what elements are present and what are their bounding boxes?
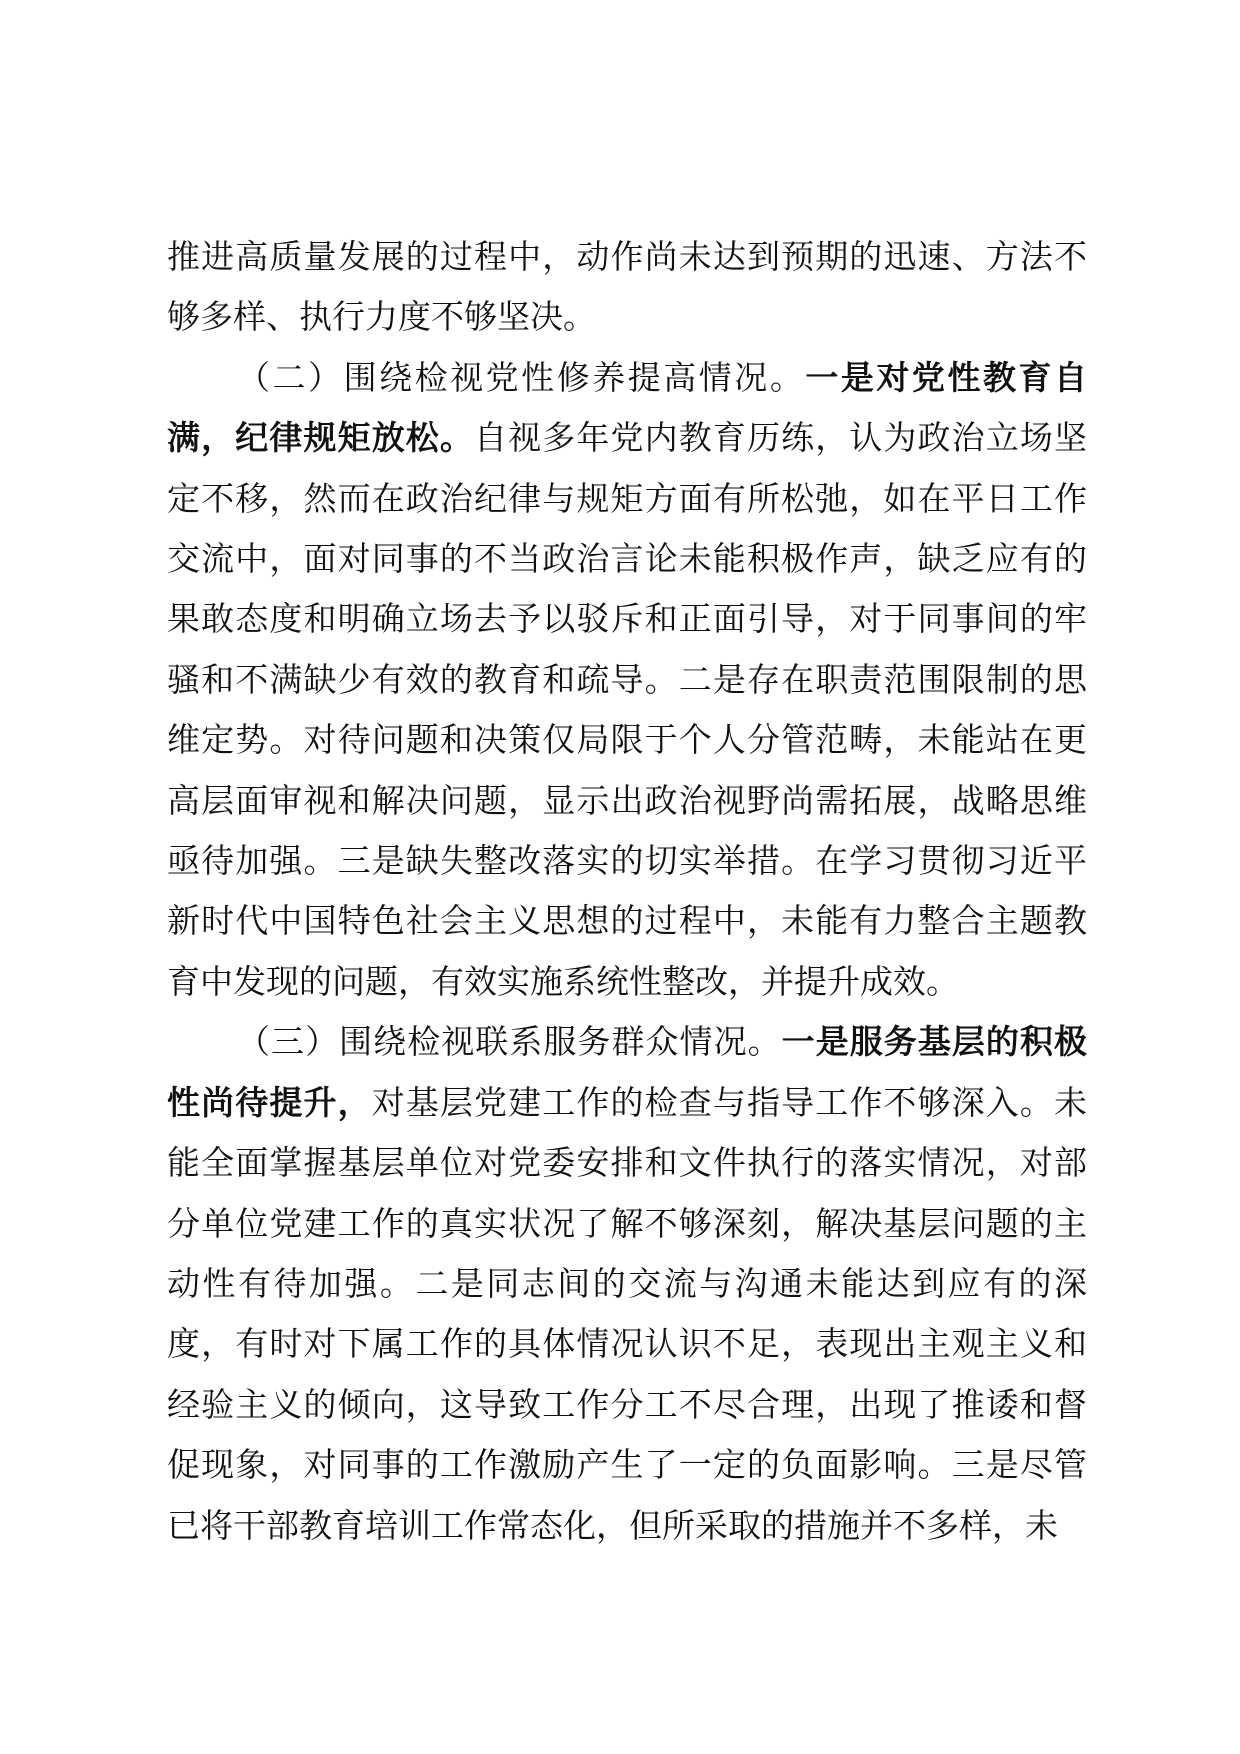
bold-lead-sentence: 一是对党性教育自满，纪律规矩放松。 bbox=[167, 357, 1088, 458]
section-heading: （二）围绕检视党性修养提高情况。 bbox=[237, 357, 806, 397]
section-heading: （三）围绕检视联系服务群众情况。 bbox=[237, 1022, 782, 1062]
text-run: 自视多年党内教育历练，认为政治立场坚定不移，然而在政治纪律与规矩方面有所松弛，如在平日工作交流中，面对同事的不当政治言论未能积极作声，缺乏应有的果敢态度和明确立场去予以驳斥和正面引导，对于同事间的牢骚和不满缺少有效的教育和疏导。二是存在职责范围限制的思维定势。对待问题和决策仅局限于个人分管范畴，未能站在更高层面审视和解决问题，显示出政治视野尚需拓展，战略思维亟待加强。三是缺失整改落实的切实举措。在学习贯彻习近平新时代中国特色社会主义思想的过程中，未能有力整合主题教育中发现的问题，有效实施系统性整改，并提升成效。 bbox=[167, 418, 1088, 1001]
paragraph-section-2 bbox=[167, 348, 1087, 1012]
body-text bbox=[167, 227, 1087, 1556]
paragraph-continuation bbox=[167, 227, 1087, 348]
bold-lead-sentence: 一是服务基层的积极性尚待提升， bbox=[167, 1022, 1088, 1122]
text-run: 推进高质量发展的过程中，动作尚未达到预期的迅速、方法不够多样、执行力度不够坚决。 bbox=[167, 237, 1087, 337]
text-run: 对基层党建工作的检查与指导工作不够深入。未能全面掌握基层单位对党委安排和文件执行的落实情况，对部分单位党建工作的真实状况了解不够深刻，解决基层问题的主动性有待加强。二是同志间的交流与沟通未能达到应有的深度，有时对下属工作的具体情况认识不足，表现出主观主义和经验主义的倾向，这导致工作分工不尽合理，出现了推诿和督促现象，对同事的工作激励产生了一定的负面影响。三是尽管已将干部教育培训工作常态化，但所采取的措施并不多样，未 bbox=[167, 1082, 1088, 1545]
paragraph-section-3 bbox=[167, 1012, 1087, 1556]
